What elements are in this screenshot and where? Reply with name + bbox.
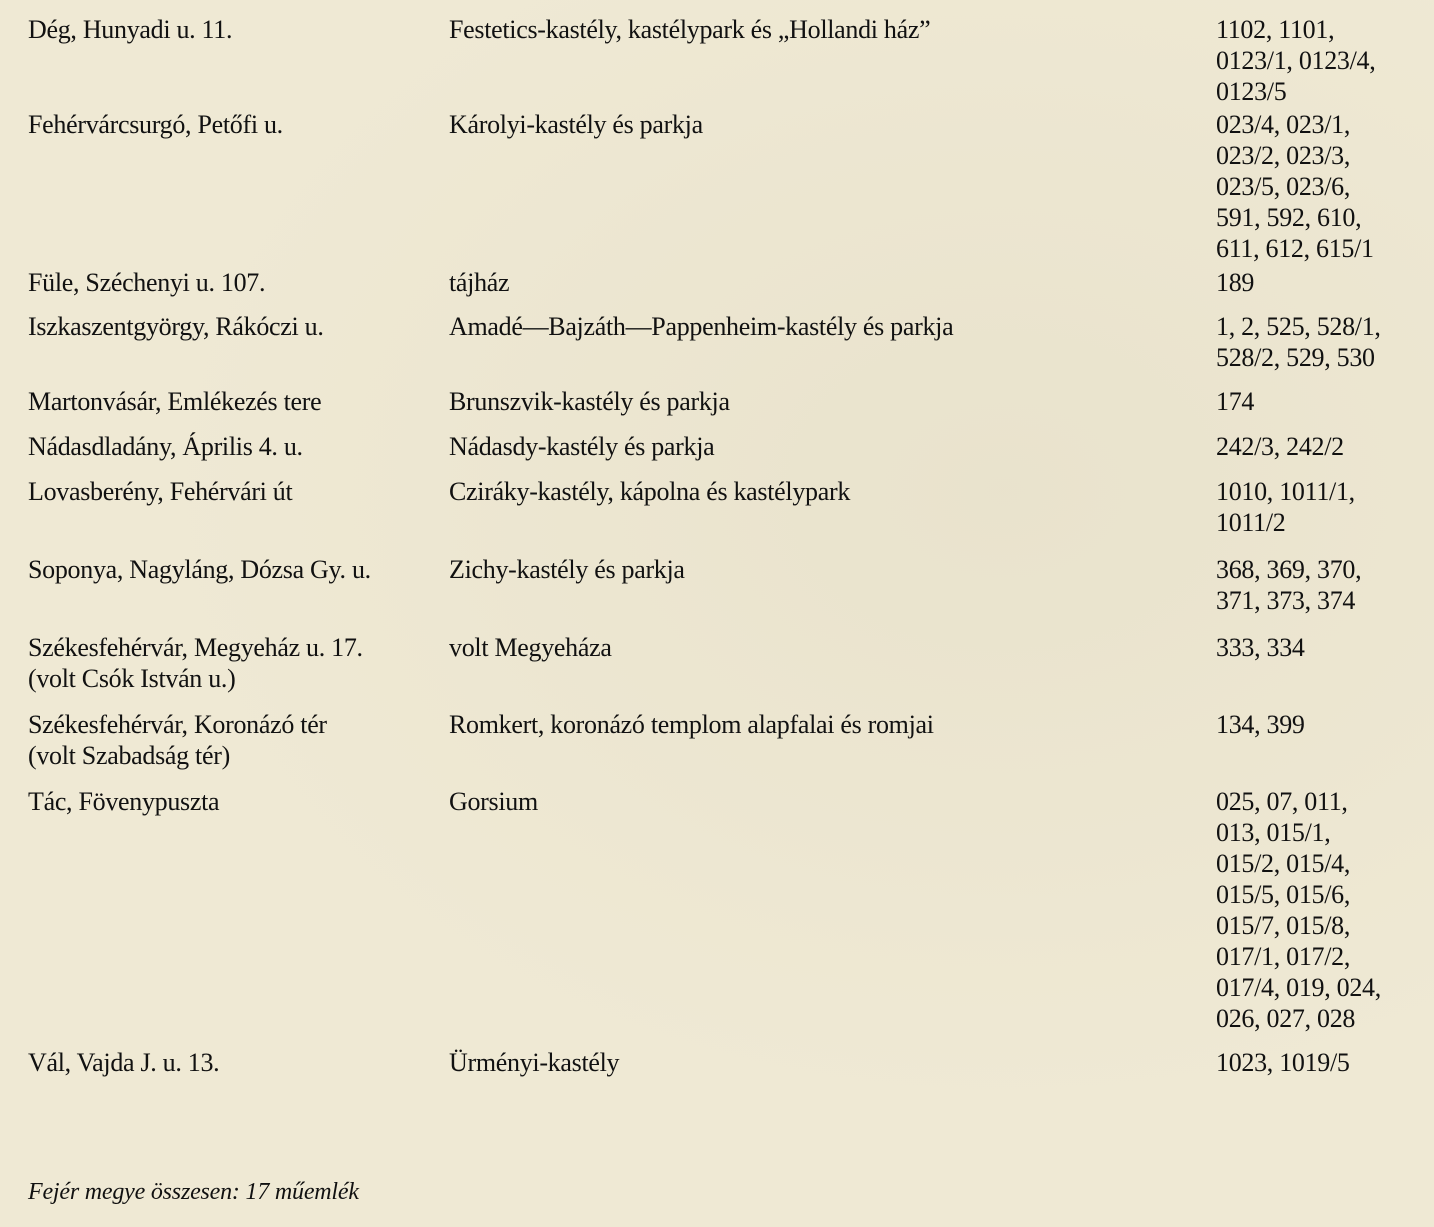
address-cell: Soponya, Nagyláng, Dózsa Gy. u. xyxy=(28,555,371,584)
table-row xyxy=(28,1047,1428,1078)
monument-cell: Károlyi-kastély és parkja xyxy=(449,110,703,139)
address-cell: Füle, Széchenyi u. 107. xyxy=(28,268,266,297)
monument-cell: Romkert, koronázó templom alapfalai és romjai xyxy=(449,710,934,739)
address-cell: Székesfehérvár, Megyeház u. 17. (volt Csók István u.) xyxy=(28,633,363,693)
lot-numbers-cell: 025, 07, 011, 013, 015/1, 015/2, 015/4, 015/5, 015/6, 015/7, 015/8, 017/1, 017/2, 017/4, 019, 024, 026, 027, 028 xyxy=(1216,787,1381,1033)
monument-cell: Gorsium xyxy=(449,787,538,816)
lot-numbers-cell: 242/3, 242/2 xyxy=(1216,432,1344,461)
address-cell: Lovasberény, Fehérvári út xyxy=(28,477,293,506)
address-cell: Dég, Hunyadi u. 11. xyxy=(28,15,233,44)
table-row xyxy=(28,786,1428,1034)
monument-cell: volt Megyeháza xyxy=(449,633,612,662)
lot-numbers-cell: 1102, 1101, 0123/1, 0123/4, 0123/5 xyxy=(1216,15,1376,106)
table-row xyxy=(28,632,1428,694)
monument-cell: Zichy-kastély és parkja xyxy=(449,555,685,584)
lot-numbers-cell: 189 xyxy=(1216,268,1255,297)
address-cell: Tác, Fövenypuszta xyxy=(28,787,220,816)
county-total-note: Fejér megye összesen: 17 műemlék xyxy=(28,1179,359,1205)
table-row xyxy=(28,431,1428,462)
lot-numbers-cell: 174 xyxy=(1216,387,1255,416)
monument-cell: Cziráky-kastély, kápolna és kastélypark xyxy=(449,477,851,506)
address-cell: Vál, Vajda J. u. 13. xyxy=(28,1048,220,1077)
address-cell: Székesfehérvár, Koronázó tér (volt Szabadság tér) xyxy=(28,710,327,770)
table-row xyxy=(28,311,1428,373)
address-cell: Fehérvárcsurgó, Petőfi u. xyxy=(28,110,283,139)
lot-numbers-cell: 1, 2, 525, 528/1, 528/2, 529, 530 xyxy=(1216,312,1381,372)
address-cell: Iszkaszentgyörgy, Rákóczi u. xyxy=(28,312,324,341)
monument-cell: tájház xyxy=(449,268,510,297)
monument-cell: Nádasdy-kastély és parkja xyxy=(449,432,715,461)
lot-numbers-cell: 134, 399 xyxy=(1216,710,1305,739)
table-row xyxy=(28,109,1428,264)
table-row xyxy=(28,476,1428,538)
monument-cell: Brunszvik-kastély és parkja xyxy=(449,387,730,416)
lot-numbers-cell: 1010, 1011/1, 1011/2 xyxy=(1216,477,1355,537)
table-row xyxy=(28,14,1428,107)
address-cell: Nádasdladány, Április 4. u. xyxy=(28,432,303,461)
monument-cell: Ürményi-kastély xyxy=(449,1048,620,1077)
lot-numbers-cell: 023/4, 023/1, 023/2, 023/3, 023/5, 023/6, 591, 592, 610, 611, 612, 615/1 xyxy=(1216,110,1374,263)
table-row xyxy=(28,267,1428,298)
table-row xyxy=(28,554,1428,616)
lot-numbers-cell: 368, 369, 370, 371, 373, 374 xyxy=(1216,555,1362,615)
monument-table xyxy=(28,14,1428,1078)
lot-numbers-cell: 1023, 1019/5 xyxy=(1216,1048,1350,1077)
monument-cell: Festetics-kastély, kastélypark és „Hollandi ház” xyxy=(449,15,931,44)
monument-cell: Amadé—Bajzáth—Pappenheim-kastély és parkja xyxy=(449,312,954,341)
table-row xyxy=(28,386,1428,417)
table-row xyxy=(28,709,1428,771)
address-cell: Martonvásár, Emlékezés tere xyxy=(28,387,322,416)
lot-numbers-cell: 333, 334 xyxy=(1216,633,1305,662)
